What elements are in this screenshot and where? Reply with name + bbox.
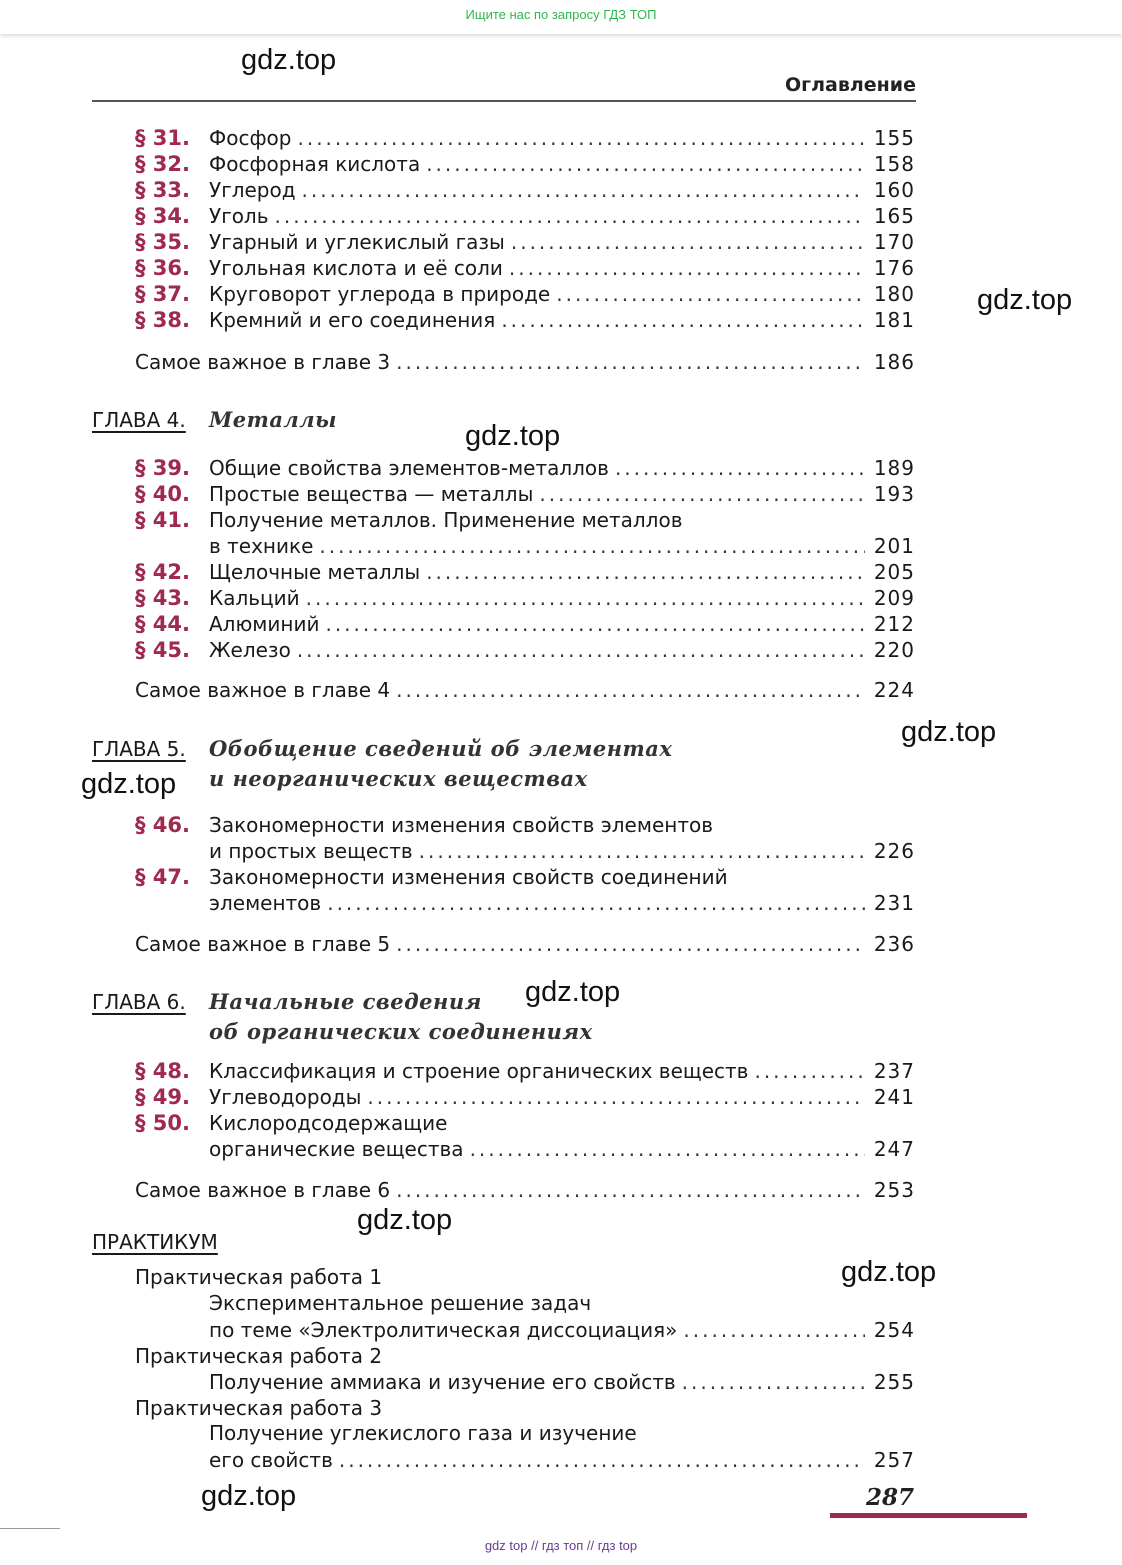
page-ref: 181 — [873, 308, 915, 332]
page-ref: 193 — [873, 482, 915, 506]
page-ref: 160 — [873, 178, 915, 202]
section-title: Углеводороды — [209, 1085, 362, 1109]
section-title: Закономерности изменения свойств соединений — [209, 865, 728, 889]
toc-entry-summary[interactable] — [135, 1176, 915, 1202]
leader-dots — [419, 839, 865, 863]
toc-entry-summary[interactable] — [135, 930, 915, 956]
toc-entry[interactable] — [209, 1446, 915, 1472]
leader-dots — [339, 1448, 865, 1472]
toc-entry-continuation[interactable] — [135, 837, 915, 863]
section-title: Классификация и строение органических веществ — [209, 1059, 749, 1083]
section-number: § 43. — [135, 586, 191, 610]
section-number: § 48. — [135, 1059, 191, 1083]
chapter-title: Обобщение сведений об элементах — [209, 736, 673, 761]
page-ref: 255 — [873, 1370, 915, 1394]
section-number: § 35. — [135, 230, 191, 254]
toc-entry[interactable] — [135, 228, 915, 254]
section-title-cont: элементов — [209, 891, 322, 915]
chapter-heading[interactable] — [92, 987, 593, 1046]
leader-dots — [297, 126, 865, 150]
section-title: Угарный и углекислый газы — [209, 230, 505, 254]
section-title: Круговорот углерода в природе — [209, 282, 551, 306]
toc-entry[interactable] — [135, 480, 915, 506]
chapter-title: Металлы — [209, 407, 338, 432]
watermark: gdz.top — [841, 1256, 937, 1288]
page-ref: 212 — [873, 612, 915, 636]
summary-title: Самое важное в главе 3 — [135, 350, 391, 374]
practicum-heading[interactable]: ПРАКТИКУМ — [92, 1230, 218, 1254]
practical-work-title: Получение аммиака и изучение его свойств — [209, 1370, 676, 1394]
section-number: § 41. — [135, 508, 191, 532]
page-ref: 231 — [873, 891, 915, 915]
section-number: § 33. — [135, 178, 191, 202]
leader-dots — [302, 178, 865, 202]
page-ref: 241 — [873, 1085, 915, 1109]
page-ref: 180 — [873, 282, 915, 306]
section-title: Кремний и его соединения — [209, 308, 496, 332]
section-title: Фосфорная кислота — [209, 152, 421, 176]
section-title: Фосфор — [209, 126, 292, 150]
section-number: § 34. — [135, 204, 191, 228]
leader-dots — [556, 282, 865, 306]
chapter-title: Начальные сведения — [209, 989, 482, 1014]
section-title: Общие свойства элементов-металлов — [209, 456, 609, 480]
section-number: § 32. — [135, 152, 191, 176]
chapter-label: ГЛАВА 4. — [92, 408, 186, 432]
page-number-bar — [830, 1513, 1027, 1518]
page-ref: 220 — [873, 638, 915, 662]
toc-entry[interactable] — [135, 636, 915, 662]
footer-links[interactable]: gdz top // гдз топ // гдз top — [484, 1538, 638, 1553]
leader-dots — [327, 891, 865, 915]
section-number: § 50. — [135, 1111, 191, 1135]
section-title: Железо — [209, 638, 291, 662]
leader-dots — [683, 1318, 865, 1342]
leader-dots — [297, 638, 865, 662]
toc-entry[interactable] — [135, 1109, 915, 1135]
toc-entry[interactable] — [135, 863, 915, 889]
divider — [0, 1528, 60, 1529]
section-number: § 42. — [135, 560, 191, 584]
summary-title: Самое важное в главе 4 — [135, 678, 391, 702]
leader-dots — [509, 256, 865, 280]
leader-dots — [367, 1085, 865, 1109]
toc-entry[interactable] — [135, 584, 915, 610]
leader-dots — [396, 932, 865, 956]
watermark: gdz.top — [465, 420, 561, 452]
chapter-title-cont: об органических соединениях — [209, 1019, 593, 1044]
section-number: § 37. — [135, 282, 191, 306]
section-number: § 49. — [135, 1085, 191, 1109]
section-title: Получение металлов. Применение металлов — [209, 508, 683, 532]
page-ref: 186 — [873, 350, 915, 374]
watermark: gdz.top — [241, 44, 337, 76]
summary-title: Самое важное в главе 6 — [135, 1178, 391, 1202]
toc-entry-continuation[interactable] — [135, 889, 915, 915]
page-ref: 247 — [873, 1137, 915, 1161]
page-ref: 158 — [873, 152, 915, 176]
section-number: § 40. — [135, 482, 191, 506]
watermark: gdz.top — [81, 768, 177, 800]
toc-entry[interactable] — [135, 610, 915, 636]
toc-entry[interactable] — [135, 280, 915, 306]
page-ref: 176 — [873, 256, 915, 280]
page-number: 287 — [866, 1484, 915, 1511]
watermark: gdz.top — [201, 1480, 297, 1512]
leader-dots — [426, 152, 865, 176]
top-banner: Ищите нас по запросу ГДЗ ТОП — [0, 0, 1122, 34]
leader-dots — [396, 678, 865, 702]
chapter-label: ГЛАВА 6. — [92, 990, 186, 1014]
watermark: gdz.top — [977, 284, 1073, 316]
page-ref: 189 — [873, 456, 915, 480]
section-title: Уголь — [209, 204, 269, 228]
page-ref: 205 — [873, 560, 915, 584]
practical-work-name[interactable]: Практическая работа 2 — [135, 1344, 383, 1368]
section-number: § 39. — [135, 456, 191, 480]
leader-dots — [539, 482, 865, 506]
section-title-cont: и простых веществ — [209, 839, 413, 863]
leader-dots — [396, 1178, 865, 1202]
practical-work-title: Экспериментальное решение задач — [209, 1291, 592, 1315]
page-ref: 237 — [873, 1059, 915, 1083]
summary-title: Самое важное в главе 5 — [135, 932, 391, 956]
toc-entry[interactable] — [135, 306, 915, 332]
toc-entry[interactable] — [135, 124, 915, 150]
section-number: § 38. — [135, 308, 191, 332]
watermark: gdz.top — [901, 716, 997, 748]
section-title: Углерод — [209, 178, 296, 202]
practical-work-title: Получение углекислого газа и изучение — [209, 1421, 637, 1445]
watermark: gdz.top — [525, 976, 621, 1008]
section-title-cont: органические вещества — [209, 1137, 464, 1161]
toc-entry[interactable] — [135, 558, 915, 584]
toc-entry[interactable] — [135, 454, 915, 480]
page-ref: 226 — [873, 839, 915, 863]
section-title: Кислородсодержащие — [209, 1111, 448, 1135]
page-ref: 253 — [873, 1178, 915, 1202]
leader-dots — [615, 456, 865, 480]
leader-dots — [501, 308, 865, 332]
practical-work-name[interactable]: Практическая работа 1 — [135, 1265, 383, 1289]
section-number: § 31. — [135, 126, 191, 150]
toc-entry[interactable] — [209, 1316, 915, 1342]
leader-dots — [396, 350, 865, 374]
page-ref: 236 — [873, 932, 915, 956]
leader-dots — [325, 612, 865, 636]
section-title: Алюминий — [209, 612, 320, 636]
leader-dots — [426, 560, 865, 584]
leader-dots — [470, 1137, 865, 1161]
chapter-heading[interactable] — [92, 734, 672, 793]
leader-dots — [306, 586, 865, 610]
page-ref: 254 — [873, 1318, 915, 1342]
toc-entry[interactable] — [135, 202, 915, 228]
page-ref: 209 — [873, 586, 915, 610]
toc-entry[interactable] — [135, 811, 915, 837]
section-title-cont: в технике — [209, 534, 314, 558]
section-title: Простые вещества — металлы — [209, 482, 534, 506]
page-ref: 257 — [873, 1448, 915, 1472]
header-divider — [92, 100, 916, 102]
toc-entry-continuation[interactable] — [135, 532, 915, 558]
page-ref: 165 — [873, 204, 915, 228]
leader-dots — [682, 1370, 865, 1394]
page-ref: 155 — [873, 126, 915, 150]
toc-entry[interactable] — [135, 1057, 915, 1083]
leader-dots — [754, 1059, 865, 1083]
toc-entry[interactable] — [135, 150, 915, 176]
page-ref: 170 — [873, 230, 915, 254]
toc-entry[interactable] — [209, 1368, 915, 1394]
watermark: gdz.top — [357, 1204, 453, 1236]
practical-work-name[interactable]: Практическая работа 3 — [135, 1396, 383, 1420]
toc-entry[interactable] — [135, 176, 915, 202]
toc-entry[interactable] — [135, 254, 915, 280]
section-number: § 47. — [135, 865, 191, 889]
leader-dots — [275, 204, 865, 228]
toc-entry-summary[interactable] — [135, 676, 915, 702]
page-header-title: Оглавление — [785, 74, 916, 96]
section-number: § 45. — [135, 638, 191, 662]
practical-work-title-cont: по теме «Электролитическая диссоциация» — [209, 1318, 678, 1342]
section-title: Угольная кислота и её соли — [209, 256, 503, 280]
section-title: Закономерности изменения свойств элементов — [209, 813, 713, 837]
practical-work-title-cont: его свойств — [209, 1448, 333, 1472]
toc-entry-summary[interactable] — [135, 348, 915, 374]
section-number: § 36. — [135, 256, 191, 280]
toc-entry[interactable] — [135, 1083, 915, 1109]
page-ref: 201 — [873, 534, 915, 558]
chapter-heading[interactable] — [92, 405, 337, 435]
section-number: § 44. — [135, 612, 191, 636]
section-number: § 46. — [135, 813, 191, 837]
section-title: Кальций — [209, 586, 300, 610]
chapter-label: ГЛАВА 5. — [92, 737, 186, 761]
page-ref: 224 — [873, 678, 915, 702]
toc-entry-continuation[interactable] — [135, 1135, 915, 1161]
section-title: Щелочные металлы — [209, 560, 421, 584]
chapter-title-cont: и неорганических веществах — [209, 766, 588, 791]
leader-dots — [319, 534, 865, 558]
toc-entry[interactable] — [135, 506, 915, 532]
leader-dots — [511, 230, 865, 254]
